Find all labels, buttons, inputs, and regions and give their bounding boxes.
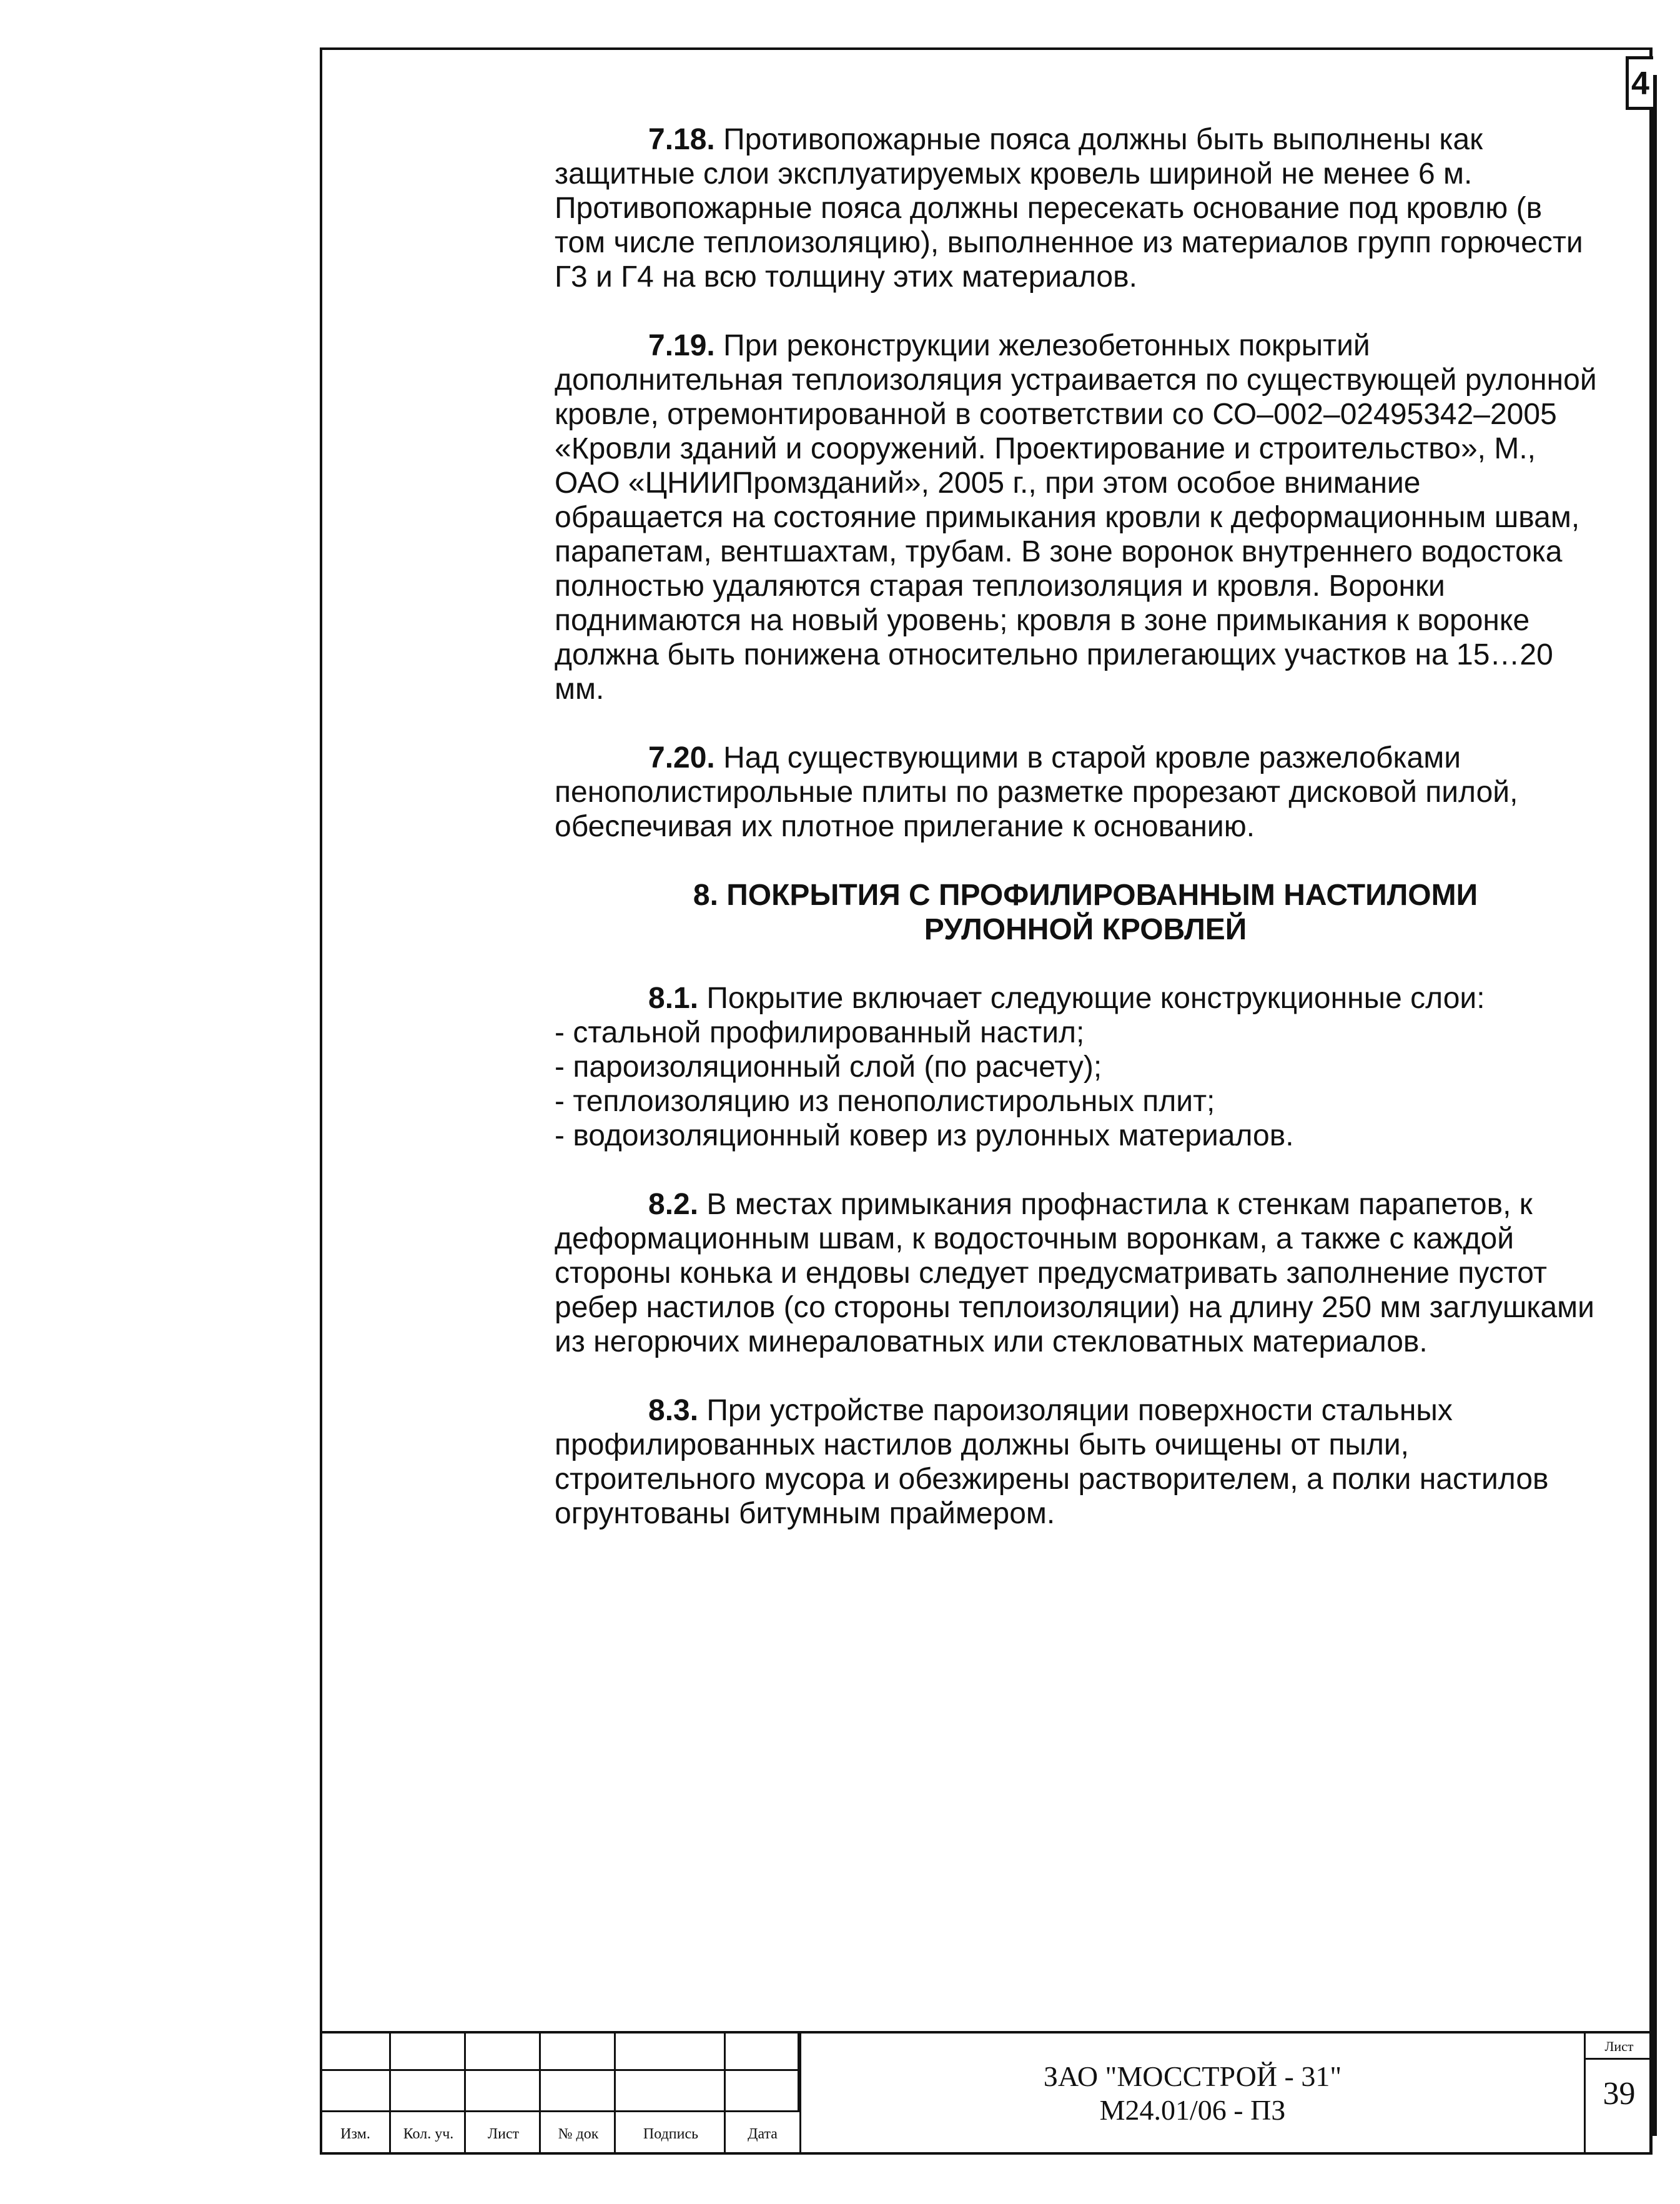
sheet-number-box	[1584, 2034, 1653, 2155]
col-label-list: Лист	[487, 2126, 520, 2142]
paragraph-text: Покрытие включает следующие конструкционные слои:	[698, 982, 1485, 1015]
grid-cell	[616, 2071, 726, 2112]
sheet-number: 39	[1603, 2076, 1636, 2112]
list-item: - водоизоляционный ковер из рулонных материалов.	[555, 1119, 1294, 1152]
col-label-data: Дата	[748, 2126, 778, 2142]
paragraph-text: Противопожарные пояса должны быть выполнены как защитные слои эксплуатируемых кровель шириной не менее 6 м. Противопожарные пояса должны пересекать основание под кровлю (в том числе теплоизоляцию), выполненное из материалов групп горючести Г3 и Г4 на всю толщину этих материалов.	[555, 123, 1583, 294]
document-code: М24.01/06 - ПЗ	[1099, 2094, 1286, 2126]
grid-cell	[391, 2071, 466, 2112]
col-label-n-dok: № док	[558, 2126, 599, 2142]
paragraph-7-19	[555, 329, 1598, 706]
grid-cell	[541, 2071, 616, 2112]
paragraph-number: 7.18.	[648, 123, 715, 156]
paragraph-number: 8.3.	[648, 1394, 699, 1427]
paragraph-number: 7.19.	[648, 329, 715, 362]
paragraph-number: 8.2.	[648, 1188, 699, 1221]
heading-line-1: 8. ПОКРЫТИЯ С ПРОФИЛИРОВАННЫМ НАСТИЛОМИ	[693, 879, 1478, 912]
list-item: - стальной профилированный настил;	[555, 1016, 1085, 1049]
grid-cell	[726, 2034, 799, 2071]
paragraph-8-3	[555, 1393, 1598, 1531]
grid-cell	[320, 2034, 391, 2071]
organization-name: ЗАО "МОССТРОЙ - 31"	[1043, 2060, 1342, 2092]
sheet-label: Лист	[1586, 2034, 1653, 2060]
title-block	[320, 2031, 1653, 2155]
grid-cell	[466, 2034, 541, 2071]
grid-cell	[320, 2071, 391, 2112]
grid-cell	[726, 2071, 799, 2112]
paragraph-8-1	[555, 981, 1598, 1153]
paragraph-text: При реконструкции железобетонных покрытий дополнительная теплоизоляция устраивается по существующей рулонной кровле, отремонтированной в соответствии со СО–002–02495342–2005 «Кровли зданий и сооружений. Проектирование и строительство», М., ОАО «ЦНИИПромзданий», 2005 г., при этом особое внимание обращается на состояние примыкания кровли к деформационным швам, парапетам, вентшахтам, трубам. В зоне воронок внутреннего водостока полностью удаляются старая теплоизоляция и кровля. Воронки поднимаются на новый уровень; кровля в зоне примыкания к воронке должна быть понижена относительно прилегающих участков на 15…20 мм.	[555, 329, 1597, 706]
paragraph-lead	[555, 981, 1598, 1016]
paragraph-number: 8.1.	[648, 982, 699, 1015]
col-label-izm: Изм.	[340, 2126, 370, 2142]
heading-line-2: РУЛОННОЙ КРОВЛЕЙ	[924, 913, 1247, 946]
corner-page-marker: 4	[1626, 56, 1653, 110]
revision-grid	[320, 2034, 799, 2155]
section-8-heading	[555, 878, 1598, 947]
grid-cell	[541, 2034, 616, 2071]
document-designation	[799, 2034, 1584, 2155]
binding-edge	[1651, 75, 1657, 2136]
list-item: - теплоизоляцию из пенополистирольных плит;	[555, 1085, 1215, 1118]
paragraph-text: При устройстве пароизоляции поверхности стальных профилированных настилов должны быть очищены от пыли, строительного мусора и обезжирены растворителем, а полки настилов огрунтованы битумным праймером.	[555, 1394, 1549, 1530]
paragraph-text: Над существующими в старой кровле разжелобками пенополистирольные плиты по разметке прорезают дисковой пилой, обеспечивая их плотное прилегание к основанию.	[555, 741, 1518, 843]
grid-cell	[391, 2034, 466, 2071]
document-body	[555, 122, 1598, 1565]
list-item: - пароизоляционный слой (по расчету);	[555, 1050, 1102, 1084]
col-label-podpis: Подпись	[643, 2126, 699, 2142]
grid-cell	[616, 2034, 726, 2071]
paragraph-8-2	[555, 1187, 1598, 1359]
paragraph-7-20	[555, 741, 1598, 844]
col-label-kol-uch: Кол. уч.	[403, 2126, 454, 2142]
paragraph-7-18	[555, 122, 1598, 294]
grid-cell	[466, 2071, 541, 2112]
paragraph-number: 7.20.	[648, 741, 715, 774]
paragraph-text: В местах примыкания профнастила к стенкам парапетов, к деформационным швам, к водосточным воронкам, а также с каждой стороны конька и ендовы следует предусматривать заполнение пустот ребер настилов (со стороны теплоизоляции) на длину 250 мм заглушками из негорючих минераловатных или стекловатных материалов.	[555, 1188, 1594, 1358]
